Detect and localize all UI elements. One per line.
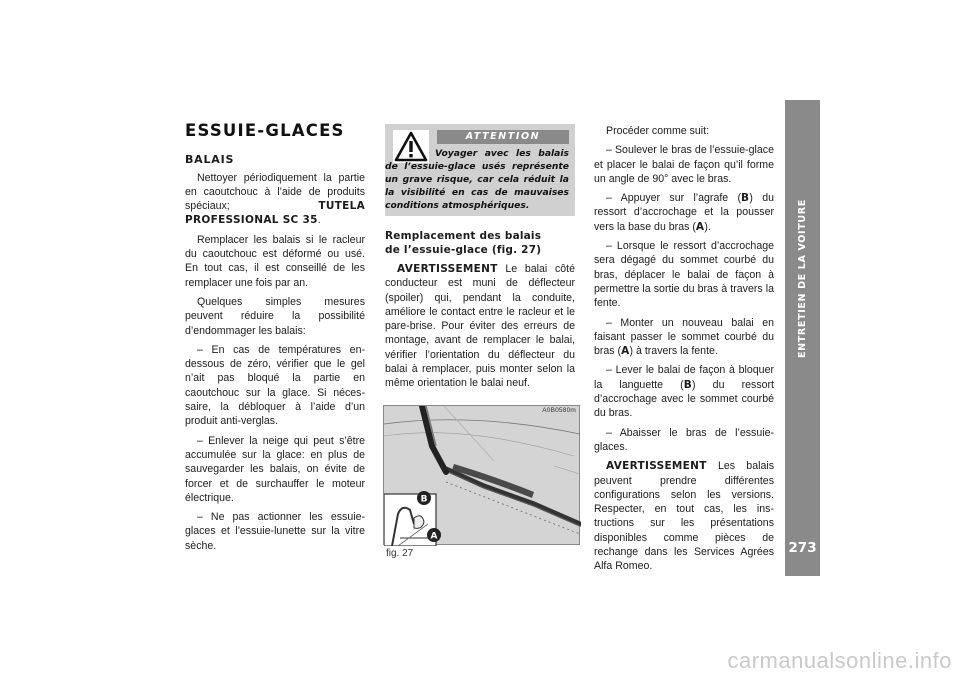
- paragraph-dry-glass: – Ne pas actionner les essuie-glaces et l’essuie-lunette sur la vitre sèche.: [185, 511, 365, 552]
- step-5: – Lever le balai de façon à bloquer la languette (B) du ressort d’accrochage avec le sommet courbé du bras.: [594, 364, 774, 420]
- subsection-title: BALAIS: [185, 153, 235, 167]
- product-name: TUTELA PROFESSIONAL SC 35: [185, 200, 365, 227]
- paragraph-snow: – Enlever la neige qui peut s’être accumulée sur la glace: en plus de sauvegarder les balais, on évite de forcer et de surchauffer le moteur électrique.: [185, 434, 365, 504]
- step-3: – Lorsque le ressort d’accrochage sera dégagé du sommet courbé du bras, déplacer le balai de façon à permettre la sortie du bras à travers la fente.: [594, 240, 774, 310]
- column-right: [594, 124, 774, 579]
- figure-label-b: B: [420, 494, 428, 505]
- watermark: carmanualsonline.info: [727, 648, 952, 673]
- step-4: – Monter un nouveau balai en faisant passer le sommet courbé du bras (A) à travers la fente.: [594, 316, 774, 358]
- paragraph-deflector: AVERTISSEMENT Le balai côté conducteur est muni de déflecteur (spoiler) qui, pendant la conduite, améliore le contact entre le racleur et le pare-brise. Pour éviter des erreurs de montage, avant de remplacer le balai, vérifier l’orientation du déflecteur du balai à remplacer, puis monter selon la même orientation le balai neuf.: [385, 263, 575, 390]
- paragraph-warning-configurations: AVERTISSEMENT Les balais peuvent prendre différentes configurations selon les versions. Respecter, en tout cas, les instructions sur les présentations disponibles comme pièces de rechange dans les Services Agrées Alfa Romeo.: [594, 460, 774, 573]
- chapter-title: ENTRETIEN DE LA VOITURE: [797, 199, 808, 358]
- figure-code: A0B0580m: [542, 407, 576, 414]
- attention-text: Voyager avec les balais de l’essuie-glace usés représente un grave risque, car cela réduit la la visibilité en cas de mauvaises conditions atmosphériques.: [385, 148, 570, 211]
- step-6: – Abaisser le bras de l’essuie-glaces.: [594, 426, 774, 453]
- paragraph-intro: Procéder comme suit:: [606, 125, 710, 137]
- page-number: 273: [788, 540, 817, 556]
- paragraph-measures: Quelques simples mesures peuvent réduire la possibilité d’endommager les balais:: [185, 295, 365, 337]
- step-1: – Soulever le bras de l’essuie-glace et placer le balai de façon qu’il forme un angle de 90° avec le bras.: [594, 144, 774, 185]
- figure-wiper: [383, 405, 580, 545]
- column-left: [185, 118, 365, 558]
- paragraph-replace: Remplacer les balais si le racleur du caoutchouc est déformé ou usé. En tout cas, il est conseillé de les remplacer une fois par an.: [185, 233, 365, 289]
- attention-box: [385, 124, 575, 216]
- section-title: Remplacement des balais de l’essuie-glace (fig. 27): [385, 230, 542, 256]
- figure-caption: fig. 27: [386, 548, 414, 559]
- step-2: – Appuyer sur l’agrafe (B) du ressort d’accrochage et la pousser vers la base du bras (A).: [594, 192, 774, 233]
- attention-header: ATTENTION: [437, 130, 569, 144]
- figure-label-a: A: [430, 531, 438, 542]
- paragraph-cleaning: Nettoyer périodiquement la partie en caoutchouc à l’aide de produits spéciaux; TUTELA PROFESSIONAL SC 35.: [185, 171, 365, 227]
- warning-label: AVERTISSEMENT: [397, 263, 498, 275]
- page-title: ESSUIE-GLACES: [185, 121, 345, 140]
- warning-label: AVERTISSEMENT: [606, 460, 707, 473]
- column-middle: [385, 124, 575, 396]
- wiper-illustration: [384, 406, 581, 546]
- paragraph-frost: – En cas de températures en-dessous de zéro, vérifier que le gel n’ait pas bloqué la partie en caoutchouc sur la glace. Si nécessaire, la débloquer à l’aide d’un produit anti-verglas.: [185, 343, 365, 428]
